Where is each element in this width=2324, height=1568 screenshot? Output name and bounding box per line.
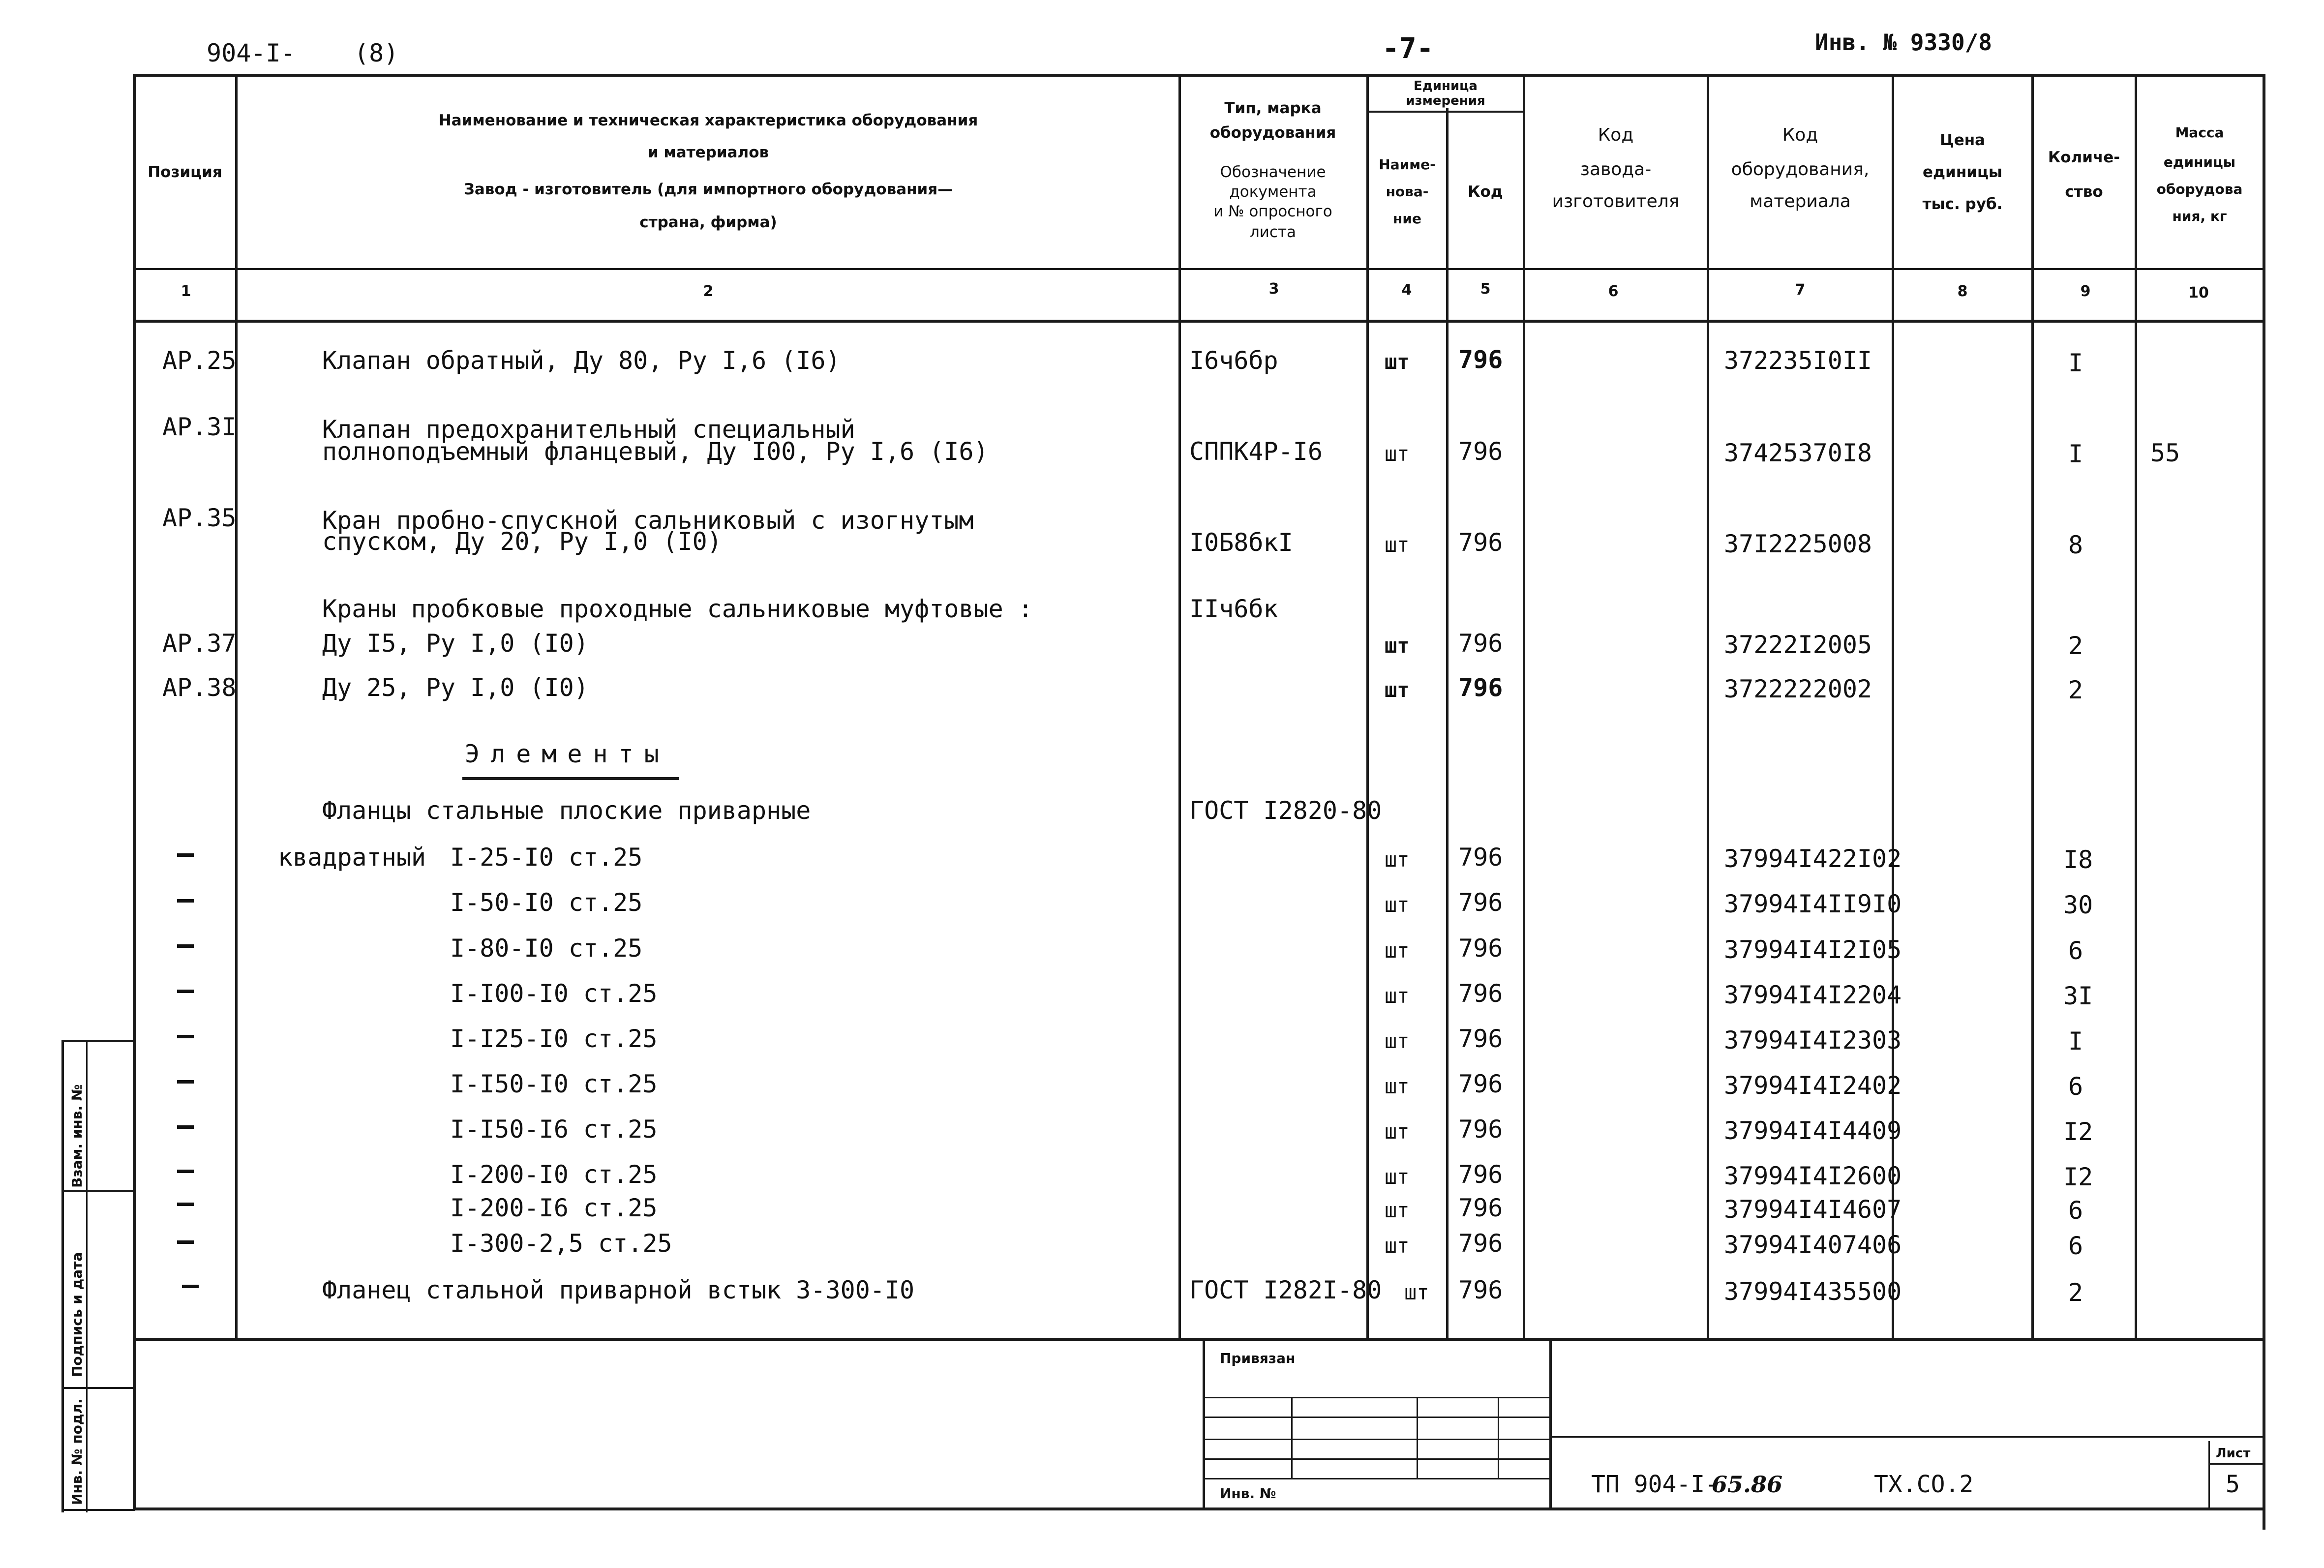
row-position: АР.38 xyxy=(162,673,237,702)
header-factory-line3: изготовителя xyxy=(1552,191,1680,211)
row-qty: 6 xyxy=(2068,1072,2083,1101)
row-name: I-200-I0 ст.25 xyxy=(450,1160,658,1189)
row-unit: шт xyxy=(1385,984,1410,1008)
row-name: Клапан обратный, Ду 80, Ру I,6 (I6) xyxy=(322,346,841,375)
series-code: 904-I- xyxy=(207,39,296,67)
row-unit-code: 796 xyxy=(1458,629,1503,658)
header-type-line6: листа xyxy=(1249,223,1297,241)
section-underline xyxy=(462,777,679,780)
inventory-number: Инв. № 9330/8 xyxy=(1815,29,1992,56)
row-equip-code: 37222I2005 xyxy=(1724,631,1872,659)
row-name: I-50-I0 ст.25 xyxy=(450,888,643,917)
row-qty: I xyxy=(2068,349,2083,377)
row-qty: I8 xyxy=(2063,845,2093,874)
row-unit-code: 796 xyxy=(1458,673,1503,702)
col-num-10: 10 xyxy=(2188,284,2209,302)
header-qty-line2: ство xyxy=(2065,183,2103,201)
side-label-podpis: Подпись и дата xyxy=(69,1252,85,1377)
row-equip-code: 37425370I8 xyxy=(1724,439,1872,467)
row-equip-code: 37994I4II9I0 xyxy=(1724,890,1902,918)
row-name: Краны пробковые проходные сальниковые муфтовые : xyxy=(322,595,1033,623)
header-factory-line2: завода- xyxy=(1580,159,1652,180)
row-position: АР.25 xyxy=(162,346,237,375)
row-equip-code: 37994I4I2I05 xyxy=(1724,935,1902,964)
row-mass: 55 xyxy=(2150,439,2180,467)
row-equip-code: 3722222002 xyxy=(1724,675,1872,703)
sheet-code: ТХ.СО.2 xyxy=(1874,1471,1974,1498)
header-name-line3: Завод - изготовитель (для импортного оборудования— xyxy=(463,181,953,198)
row-unit: шт xyxy=(1385,1165,1410,1189)
row-unit-code: 796 xyxy=(1458,934,1503,963)
row-unit-code: 796 xyxy=(1458,437,1503,466)
row-qty: 3I xyxy=(2063,982,2093,1010)
col-num-9: 9 xyxy=(2080,283,2091,300)
header-mass-line1: Масса xyxy=(2175,124,2224,141)
row-name-prefix: квадратный xyxy=(278,843,426,872)
stamp-privyazan: Привязан xyxy=(1220,1350,1296,1366)
row-equip-code: 372235I0II xyxy=(1724,346,1872,375)
row-equip-code: 37994I4I4607 xyxy=(1724,1195,1902,1224)
row-qty: I2 xyxy=(2063,1163,2093,1191)
dash-mark xyxy=(177,1240,194,1244)
header-mass-line2: единицы xyxy=(2163,154,2236,170)
row-unit-code: 796 xyxy=(1458,1160,1503,1189)
header-type-line3: Обозначение xyxy=(1220,163,1326,181)
header-position: Позиция xyxy=(148,163,222,181)
header-type-line5: и № опросного xyxy=(1213,203,1332,220)
row-name: Фланцы стальные плоские приварные xyxy=(322,796,811,825)
row-type: ГОСТ I2820-80 xyxy=(1189,796,1382,825)
col-num-5: 5 xyxy=(1480,280,1491,298)
row-name: I-I50-I0 ст.25 xyxy=(450,1070,658,1098)
row-unit: шт xyxy=(1385,1234,1410,1258)
header-unit-name-line3: ние xyxy=(1393,211,1421,227)
row-qty: I2 xyxy=(2063,1117,2093,1146)
header-equip-code-line2: оборудования, xyxy=(1731,159,1870,180)
row-unit-code: 796 xyxy=(1458,979,1503,1008)
header-unit-line2: измерения xyxy=(1406,93,1485,108)
row-unit-code: 796 xyxy=(1458,1025,1503,1053)
row-qty: 6 xyxy=(2068,1232,2083,1260)
row-qty: I xyxy=(2068,440,2083,468)
col-num-8: 8 xyxy=(1957,283,1968,300)
dash-mark xyxy=(177,1035,194,1038)
row-unit: шт xyxy=(1385,533,1410,557)
section-heading: Элементы xyxy=(465,740,670,768)
row-name-line1: Клапан предохранительный специальный xyxy=(322,415,855,444)
header-mass-line4: ния, кг xyxy=(2172,208,2227,224)
header-price-line1: Цена xyxy=(1939,131,1986,149)
row-name: Ду I5, Ру I,0 (I0) xyxy=(322,629,589,658)
row-unit: шт xyxy=(1385,1074,1410,1098)
header-mass-line3: оборудова xyxy=(2156,181,2243,197)
row-equip-code: 37994I435500 xyxy=(1724,1277,1902,1306)
row-equip-code: 37I2225008 xyxy=(1724,530,1872,558)
header-unit-code: Код xyxy=(1468,183,1503,201)
row-unit-code: 796 xyxy=(1458,1115,1503,1144)
dash-mark xyxy=(177,1080,194,1084)
row-unit: шт xyxy=(1385,1029,1410,1053)
row-qty: I xyxy=(2068,1027,2083,1055)
header-factory-line1: Код xyxy=(1598,125,1634,145)
row-name: I-I00-I0 ст.25 xyxy=(450,979,658,1008)
row-qty: 6 xyxy=(2068,936,2083,965)
row-equip-code: 37994I407406 xyxy=(1724,1231,1902,1259)
page-number: -7- xyxy=(1382,31,1434,65)
header-type-line1: Тип, марка xyxy=(1224,99,1322,117)
header-name-line4: страна, фирма) xyxy=(639,213,777,231)
sheet-number: 5 xyxy=(2226,1471,2240,1498)
row-unit-code: 796 xyxy=(1458,1070,1503,1098)
row-type: СППК4Р-I6 xyxy=(1189,437,1323,466)
row-unit: шт xyxy=(1385,350,1410,374)
row-name-line1: Кран пробно-спускной сальниковый с изогнутым xyxy=(322,506,974,535)
dash-mark xyxy=(177,1203,194,1206)
row-unit-code: 796 xyxy=(1458,345,1503,374)
row-equip-code: 37994I4I2600 xyxy=(1724,1162,1902,1190)
sheet-label: Лист xyxy=(2216,1446,2251,1461)
row-equip-code: 37994I422I02 xyxy=(1724,844,1902,873)
stamp-inv-no: Инв. № xyxy=(1220,1485,1276,1502)
doc-code: ТП 904-I- xyxy=(1591,1471,1720,1498)
row-type: I6ч6бр xyxy=(1189,346,1278,375)
row-position: АР.37 xyxy=(162,629,237,658)
row-name-line2: спуском, Ду 20, Ру I,0 (I0) xyxy=(322,527,722,556)
row-name: I-300-2,5 ст.25 xyxy=(450,1229,672,1258)
col-num-6: 6 xyxy=(1608,283,1619,300)
row-name: I-25-I0 ст.25 xyxy=(450,843,643,872)
header-unit-name-line2: нова- xyxy=(1386,183,1429,200)
row-name: I-80-I0 ст.25 xyxy=(450,934,643,963)
row-type: IIч6бк xyxy=(1189,595,1278,623)
row-unit: шт xyxy=(1385,1198,1410,1222)
row-name: Фланец стальной приварной встык 3-300-I0 xyxy=(322,1276,915,1304)
col-num-4: 4 xyxy=(1401,281,1412,299)
header-name-line1: Наименование и техническая характеристика оборудования xyxy=(438,112,978,129)
series-suffix: (8) xyxy=(354,39,399,67)
dash-mark xyxy=(177,1170,194,1173)
row-equip-code: 37994I4I2303 xyxy=(1724,1026,1902,1055)
row-qty: 2 xyxy=(2068,676,2083,704)
row-unit: шт xyxy=(1385,847,1410,872)
header-price-line3: тыс. руб. xyxy=(1922,195,2003,213)
row-unit: шт xyxy=(1385,633,1410,658)
header-type-line4: документа xyxy=(1229,183,1317,201)
row-unit-code: 796 xyxy=(1458,1276,1503,1304)
row-name: Ду 25, Ру I,0 (I0) xyxy=(322,673,589,702)
header-price-line2: единицы xyxy=(1923,163,2002,181)
row-unit: шт xyxy=(1385,442,1410,466)
row-name: I-I50-I6 ст.25 xyxy=(450,1115,658,1144)
row-unit: шт xyxy=(1385,893,1410,917)
row-type: ГОСТ I282I-80 xyxy=(1189,1276,1382,1304)
row-qty: 6 xyxy=(2068,1196,2083,1225)
row-unit-code: 796 xyxy=(1458,1194,1503,1222)
row-type: I0Б8бкI xyxy=(1189,528,1293,557)
row-name: I-I25-I0 ст.25 xyxy=(450,1025,658,1053)
row-equip-code: 37994I4I2204 xyxy=(1724,981,1902,1009)
row-qty: 2 xyxy=(2068,1278,2083,1307)
row-unit-code: 796 xyxy=(1458,528,1503,557)
row-unit: шт xyxy=(1385,1119,1410,1144)
header-equip-code-line1: Код xyxy=(1782,125,1818,145)
header-equip-code-line3: материала xyxy=(1750,191,1851,211)
col-num-2: 2 xyxy=(703,283,714,300)
row-name: I-200-I6 ст.25 xyxy=(450,1194,658,1222)
side-label-vzam: Взам. инв. № xyxy=(69,1084,85,1188)
side-label-inv-podl: Инв. № подл. xyxy=(69,1398,85,1505)
row-unit: шт xyxy=(1385,938,1410,963)
row-position: АР.35 xyxy=(162,504,237,532)
row-qty: 30 xyxy=(2063,891,2093,919)
row-position: АР.3I xyxy=(162,413,237,441)
dash-mark xyxy=(182,1285,199,1288)
dash-mark xyxy=(177,853,194,857)
col-num-3: 3 xyxy=(1268,280,1279,298)
row-unit-code: 796 xyxy=(1458,888,1503,917)
row-name-line2: полноподъемный фланцевый, Ду I00, Ру I,6 (I6) xyxy=(322,437,989,466)
row-equip-code: 37994I4I4409 xyxy=(1724,1116,1902,1145)
row-unit: шт xyxy=(1404,1280,1429,1304)
row-unit-code: 796 xyxy=(1458,843,1503,872)
header-type-line2: оборудования xyxy=(1209,124,1336,142)
dash-mark xyxy=(177,990,194,993)
header-name-line2: и материалов xyxy=(647,144,769,161)
row-unit: шт xyxy=(1385,678,1410,702)
row-unit-code: 796 xyxy=(1458,1229,1503,1258)
col-num-1: 1 xyxy=(181,283,191,300)
dash-mark xyxy=(177,1125,194,1129)
row-equip-code: 37994I4I2402 xyxy=(1724,1071,1902,1100)
header-unit-line1: Единица xyxy=(1414,79,1478,93)
col-num-7: 7 xyxy=(1795,281,1806,299)
row-qty: 8 xyxy=(2068,531,2083,559)
dash-mark xyxy=(177,899,194,903)
row-qty: 2 xyxy=(2068,632,2083,660)
header-unit-name-line1: Наиме- xyxy=(1379,156,1436,173)
dash-mark xyxy=(177,944,194,948)
doc-code-handwritten: 65.86 xyxy=(1712,1471,1783,1498)
header-qty-line1: Количе- xyxy=(2048,149,2120,166)
